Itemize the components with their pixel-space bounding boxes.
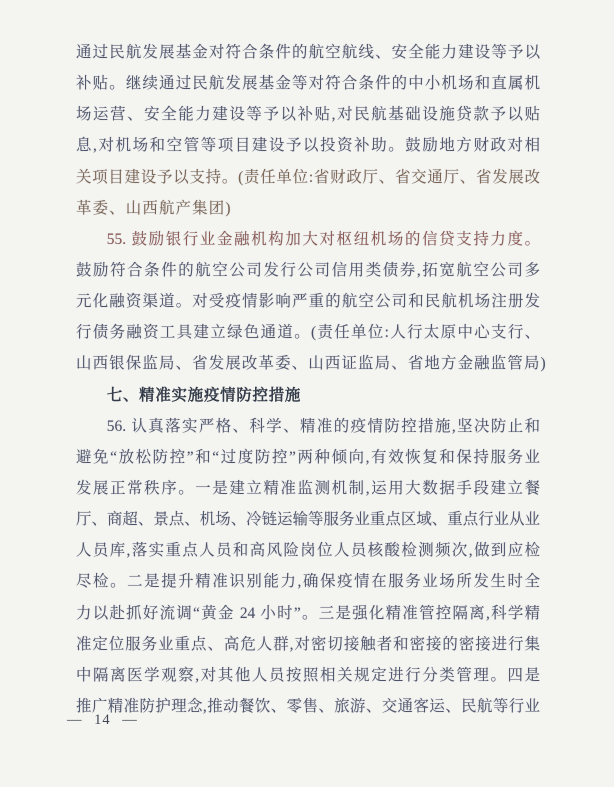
document-line: 55. 鼓励银行业金融机构加大对枢纽机场的信贷支持力度。 xyxy=(106,230,540,248)
document-line: 避免“放松防控”和“过度防控”两种倾向,有效恢复和保持服务业 xyxy=(76,448,540,466)
section-heading: 七、精准实施疫情防控措施 xyxy=(106,386,302,404)
document-line: 尽检。二是提升精准识别能力,确保疫情在服务业场所发生时全 xyxy=(76,573,540,591)
document-line: 通过民航发展基金对符合条件的航空航线、安全能力建设等予以 xyxy=(76,44,540,61)
document-body xyxy=(76,37,547,722)
document-line: 力以赴抓好流调“黄金 24 小时”。三是强化精准管控隔离,科学精 xyxy=(76,604,540,622)
page-number: — 14 — xyxy=(67,712,138,728)
document-line: 人员库,落实重点人员和高风险岗位人员核酸检测频次,做到应检 xyxy=(76,542,540,560)
document-line: 厅、商超、景点、机场、冷链运输等服务业重点区域、重点行业从业 xyxy=(76,511,540,529)
document-line: 关项目建设予以支持。(责任单位:省财政厅、省交通厅、省发展改 xyxy=(76,168,540,186)
document-line: 56. 认真落实严格、科学、精准的疫情防控措施,坚决防止和 xyxy=(106,417,540,435)
document-line: 发展正常秩序。一是建立精准监测机制,运用大数据手段建立餐 xyxy=(76,479,540,497)
document-line: 中隔离医学观察,对其他人员按照相关规定进行分类管理。四是 xyxy=(76,666,540,684)
document-line: 鼓励符合条件的航空公司发行公司信用类债券,拓宽航空公司多 xyxy=(76,261,540,279)
document-line: 革委、山西航产集团) xyxy=(76,199,232,217)
document-line: 补贴。继续通过民航发展基金等对符合条件的中小机场和直属机 xyxy=(76,75,540,93)
document-line: 山西银保监局、省发展改革委、山西证监局、省地方金融监管局) xyxy=(76,355,547,373)
document-line: 行债务融资工具建立绿色通道。(责任单位:人行太原中心支行、 xyxy=(76,324,540,342)
document-line: 息,对机场和空管等项目建设予以投资补助。鼓励地方财政对相 xyxy=(76,137,540,155)
document-line: 元化融资渠道。对受疫情影响严重的航空公司和民航机场注册发 xyxy=(76,293,540,311)
document-line: 准定位服务业重点、高危人群,对密切接触者和密接的密接进行集 xyxy=(76,635,540,653)
document-line: 推广精准防护理念,推动餐饮、零售、旅游、交通客运、民航等行业 xyxy=(76,697,540,715)
document-line: 场运营、安全能力建设等予以补贴,对民航基础设施贷款予以贴 xyxy=(76,106,540,124)
